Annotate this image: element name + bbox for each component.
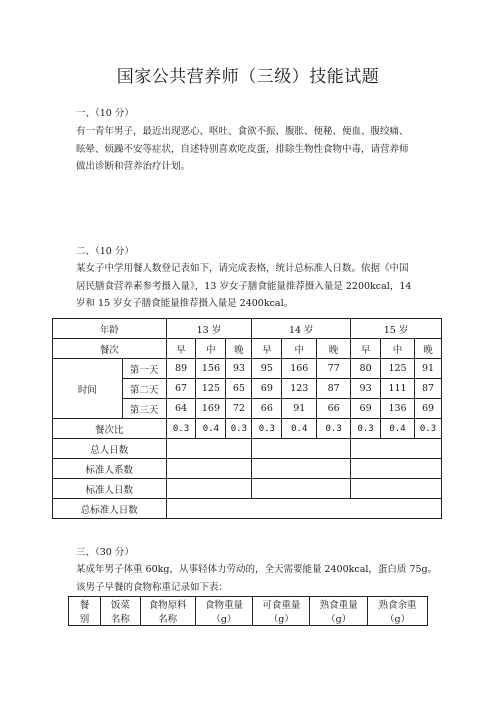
q1-line: 做出诊断和营养治疗计划。 xyxy=(76,161,191,172)
blank-cell[interactable] xyxy=(351,459,442,479)
header-line: （g） xyxy=(385,614,411,625)
table-cell: 91 xyxy=(414,359,441,379)
column-header xyxy=(69,597,101,626)
meal-header: 晚 xyxy=(414,339,441,359)
q3-heading: 三、（30 分） xyxy=(76,547,134,558)
page-title: 国家公共营养师（三级）技能试题 xyxy=(116,67,380,87)
meal-header: 中 xyxy=(381,339,415,359)
summary-label: 标准人日数 xyxy=(53,479,167,499)
ratio-cell: 0.3 xyxy=(226,419,252,439)
table-cell: 66 xyxy=(317,399,351,419)
table-cell: 166 xyxy=(282,359,317,379)
blank-cell[interactable] xyxy=(166,459,252,479)
blank-cell[interactable] xyxy=(351,479,442,499)
table-cell: 87 xyxy=(317,379,351,399)
q1-line: 眩晕、烦躁不安等症状，自述特别喜欢吃皮蛋，排除生物性食物中毒，请营养师 xyxy=(76,143,409,155)
blank-cell[interactable] xyxy=(166,479,252,499)
column-header xyxy=(100,597,140,626)
age-header: 14 岁 xyxy=(252,319,351,339)
q2-heading: 二、（10 分） xyxy=(76,246,134,257)
table-cell: 123 xyxy=(282,379,317,399)
table-cell: 87 xyxy=(414,379,441,399)
q3-line: 该男子早餐的食物称重记录如下表： xyxy=(76,581,229,593)
ratio-cell: 0.3 xyxy=(252,419,282,439)
table-row xyxy=(53,339,442,359)
meal-header: 中 xyxy=(196,339,226,359)
table-cell: 64 xyxy=(166,399,196,419)
table-cell: 80 xyxy=(351,359,381,379)
q1-paragraph xyxy=(76,123,432,176)
day-label: 第二天 xyxy=(122,379,166,399)
table-row xyxy=(53,319,442,339)
meal-header: 中 xyxy=(282,339,317,359)
summary-label: 总人日数 xyxy=(53,439,167,459)
ratio-cell: 0.3 xyxy=(166,419,196,439)
summary-label: 总标准人日数 xyxy=(53,499,167,519)
table-row xyxy=(53,499,442,519)
header-line: 饭菜 xyxy=(110,600,130,611)
column-header xyxy=(368,597,428,626)
table-cell: 66 xyxy=(252,399,282,419)
header-line: 食物原料 xyxy=(148,600,187,611)
table-cell: 89 xyxy=(166,359,196,379)
meal-header: 晚 xyxy=(226,339,252,359)
ratio-cell: 0.4 xyxy=(381,419,415,439)
header-line: 熟食余重 xyxy=(378,600,417,611)
table-row xyxy=(53,359,442,379)
meal-registration-table xyxy=(52,318,442,519)
meal-label: 餐次 xyxy=(53,339,167,359)
table-cell: 93 xyxy=(351,379,381,399)
table-row xyxy=(53,419,442,439)
q1-line: 有一青年男子，最近出现恶心、呕吐、食欲不振、腹胀、便秘、便血、腹绞痛、 xyxy=(76,126,409,137)
table-cell: 111 xyxy=(381,379,415,399)
header-line: 熟食重量 xyxy=(319,600,358,611)
column-header xyxy=(195,597,253,626)
table-cell: 169 xyxy=(196,399,226,419)
blank-cell[interactable] xyxy=(252,459,351,479)
age-header: 13 岁 xyxy=(166,319,252,339)
column-header xyxy=(253,597,310,626)
q2-line: 岁和 15 岁女子膳食能量推荐摄入量是 2400kcal。 xyxy=(76,298,294,309)
table-cell: 93 xyxy=(226,359,252,379)
header-line: 别 xyxy=(79,614,90,625)
column-header xyxy=(310,597,368,626)
meal-header: 晚 xyxy=(317,339,351,359)
q2-paragraph xyxy=(76,260,432,313)
ratio-cell: 0.3 xyxy=(414,419,441,439)
q1-heading: 一、（10 分） xyxy=(76,108,134,119)
blank-cell[interactable] xyxy=(166,439,252,459)
food-weighing-table xyxy=(68,596,428,626)
table-row xyxy=(53,439,442,459)
meal-header: 早 xyxy=(351,339,381,359)
table-cell: 65 xyxy=(226,379,252,399)
header-line: 食物重量 xyxy=(204,600,243,611)
table-cell: 91 xyxy=(282,399,317,419)
header-line: 餐 xyxy=(79,600,90,611)
ratio-cell: 0.3 xyxy=(351,419,381,439)
table-row xyxy=(53,459,442,479)
ratio-cell: 0.4 xyxy=(282,419,317,439)
q3-line: 某成年男子体重 60kg，从事轻体力劳动的，全天需要能量 2400kcal，蛋白质 75g。 xyxy=(76,564,438,575)
table-cell: 136 xyxy=(381,399,415,419)
header-line: （g） xyxy=(326,614,352,625)
table-cell: 125 xyxy=(196,379,226,399)
header-line: 可食重量 xyxy=(262,600,301,611)
q3-paragraph xyxy=(76,561,476,596)
summary-label: 标准人系数 xyxy=(53,459,167,479)
table-cell: 95 xyxy=(252,359,282,379)
time-label: 时间 xyxy=(53,359,123,419)
table-cell: 69 xyxy=(351,399,381,419)
header-line: 名称 xyxy=(110,614,130,625)
blank-cell[interactable] xyxy=(252,439,351,459)
q2-line: 某女子中学用餐人数登记表如下，请完成表格，统计总标准人日数。依据《中国 xyxy=(76,263,409,274)
table-cell: 156 xyxy=(196,359,226,379)
meal-header: 早 xyxy=(252,339,282,359)
age-header: 15 岁 xyxy=(351,319,442,339)
meal-header: 早 xyxy=(166,339,196,359)
day-label: 第三天 xyxy=(122,399,166,419)
blank-cell[interactable] xyxy=(351,439,442,459)
table-cell: 67 xyxy=(166,379,196,399)
ratio-cell: 0.4 xyxy=(196,419,226,439)
ratio-cell: 0.3 xyxy=(317,419,351,439)
table-cell: 69 xyxy=(252,379,282,399)
q2-line: 居民膳食营养素参考摄入量》，13 岁女子膳食能量推荐摄入量是 2200kcal，14 xyxy=(76,280,412,292)
header-line: （g） xyxy=(211,614,237,625)
blank-cell[interactable] xyxy=(252,479,351,499)
table-row xyxy=(69,597,428,626)
table-row xyxy=(53,479,442,499)
day-label: 第一天 xyxy=(122,359,166,379)
table-cell: 77 xyxy=(317,359,351,379)
ratio-label: 餐次比 xyxy=(53,419,167,439)
age-label: 年龄 xyxy=(53,319,167,339)
table-cell: 125 xyxy=(381,359,415,379)
header-line: （g） xyxy=(268,614,294,625)
header-line: 名称 xyxy=(158,614,178,625)
table-cell: 72 xyxy=(226,399,252,419)
column-header xyxy=(140,597,195,626)
blank-cell[interactable] xyxy=(166,499,441,519)
table-cell: 69 xyxy=(414,399,441,419)
